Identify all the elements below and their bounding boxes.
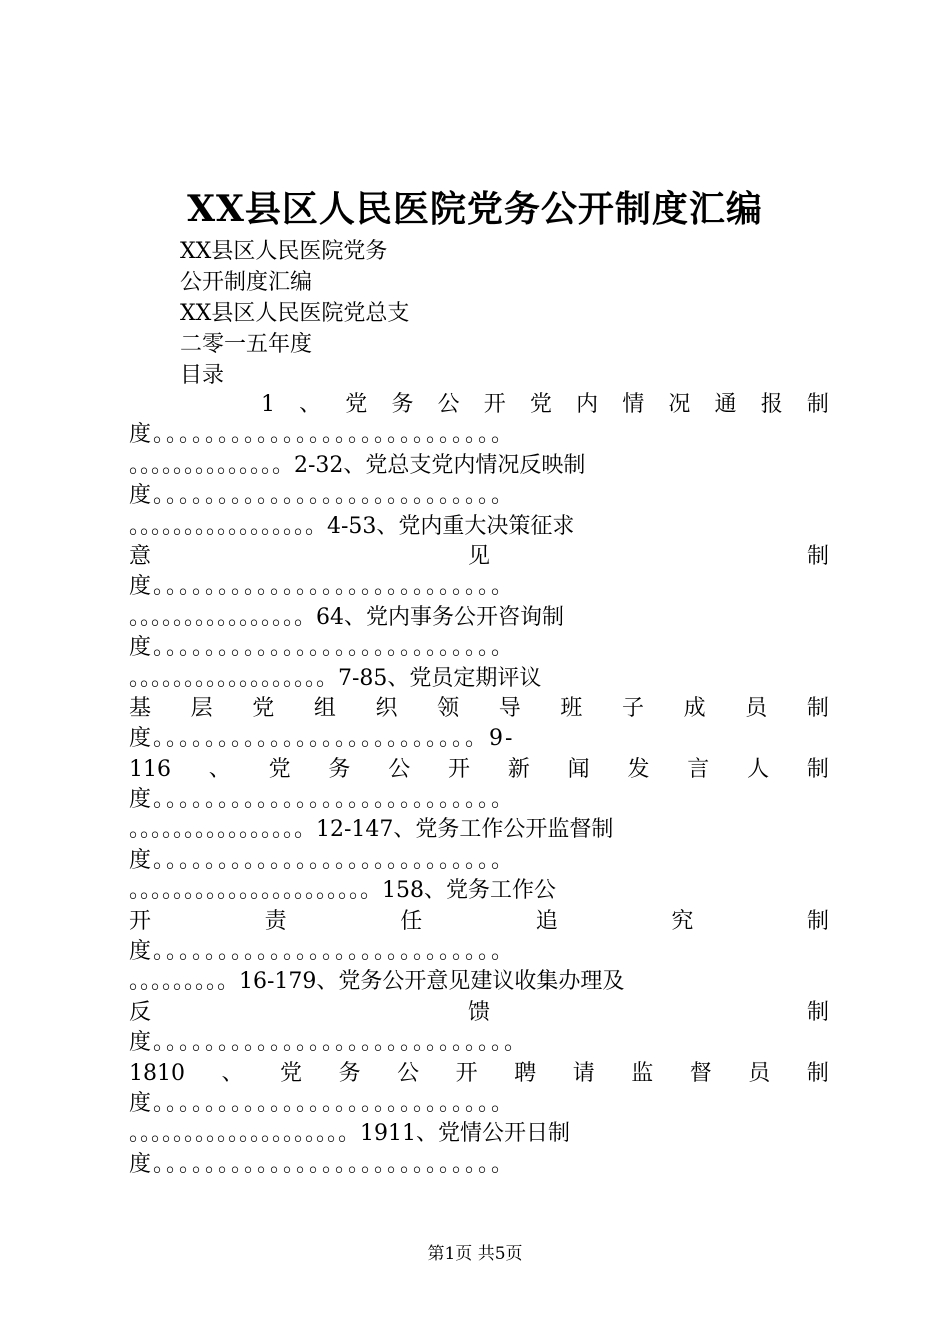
toc-token: 监 bbox=[631, 1060, 654, 1086]
intro-line: 公开制度汇编 bbox=[180, 270, 313, 295]
toc-line bbox=[129, 542, 829, 572]
toc-token: 、 bbox=[208, 756, 231, 782]
toc-line: 度。。。。。。。。。。。。。。。。。。。。。。。。。。。 bbox=[129, 574, 516, 600]
toc-token: 新 bbox=[507, 756, 530, 782]
intro-line: 二零一五年度 bbox=[180, 332, 313, 357]
toc-token: 制 bbox=[806, 392, 829, 417]
toc-token: 公 bbox=[388, 756, 411, 782]
page-footer: 第1页 共5页 bbox=[427, 1244, 523, 1264]
toc-token: 发 bbox=[627, 756, 650, 782]
toc-token: 116 bbox=[129, 756, 171, 782]
toc-line: 度。。。。。。。。。。。。。。。。。。。。。。。。。。。 bbox=[129, 847, 516, 873]
toc-line: 度。。。。。。。。。。。。。。。。。。。。。。。。。。。 bbox=[129, 1090, 516, 1116]
toc-token: 通 bbox=[714, 392, 737, 417]
toc-token: 追 bbox=[535, 908, 558, 934]
toc-line bbox=[129, 390, 829, 420]
toc-token: 制 bbox=[806, 695, 829, 721]
toc-token: 务 bbox=[328, 756, 351, 782]
toc-token: 究 bbox=[671, 908, 694, 934]
toc-line: 度。。。。。。。。。。。。。。。。。。。。。。。。。。。 bbox=[129, 1151, 516, 1177]
toc-token: 制 bbox=[806, 908, 829, 934]
toc-line: 。。。。。。。。。。。。。。。。64、党内事务公开咨询制 bbox=[129, 604, 564, 630]
toc-token: 党 bbox=[345, 392, 368, 417]
toc-token: 反 bbox=[129, 999, 152, 1025]
table-of-contents bbox=[129, 390, 829, 1180]
toc-token: 内 bbox=[576, 392, 599, 417]
toc-token: 党 bbox=[529, 392, 552, 417]
toc-line: 度。。。。。。。。。。。。。。。。。。。。。。。。。。。 bbox=[129, 422, 516, 448]
toc-line: 。。。。。。。。。16-179、党务公开意见建议收集办理及 bbox=[129, 969, 625, 995]
toc-token: 1810 bbox=[129, 1060, 185, 1086]
toc-token: 层 bbox=[190, 695, 213, 721]
toc-token: 、 bbox=[221, 1060, 244, 1086]
toc-token: 员 bbox=[748, 1060, 771, 1086]
toc-token: 务 bbox=[391, 392, 414, 417]
toc-line bbox=[129, 755, 829, 785]
toc-line: 度。。。。。。。。。。。。。。。。。。。。。。。。。。。。 bbox=[129, 1030, 529, 1056]
toc-token: 党 bbox=[252, 695, 275, 721]
toc-token: 见 bbox=[467, 543, 490, 569]
toc-token: 制 bbox=[806, 756, 829, 782]
toc-token: 情 bbox=[622, 392, 645, 417]
toc-line bbox=[129, 907, 829, 937]
toc-token: 公 bbox=[437, 392, 460, 417]
toc-token: 况 bbox=[668, 392, 691, 417]
toc-token: 开 bbox=[129, 908, 152, 934]
toc-token: 意 bbox=[129, 543, 152, 569]
toc-token: 员 bbox=[745, 695, 768, 721]
toc-line: 。。。。。。。。。。。。。。。。。。。。1911、党情公开日制 bbox=[129, 1121, 570, 1147]
toc-token: 人 bbox=[747, 756, 770, 782]
toc-token: 子 bbox=[622, 695, 645, 721]
toc-token: 言 bbox=[687, 756, 710, 782]
toc-token: 务 bbox=[338, 1060, 361, 1086]
toc-token: 党 bbox=[280, 1060, 303, 1086]
toc-token: 任 bbox=[400, 908, 423, 934]
document-title: XX县区人民医院党务公开制度汇编 bbox=[187, 188, 763, 230]
intro-line: XX县区人民医院党总支 bbox=[180, 301, 410, 326]
toc-token: 请 bbox=[572, 1060, 595, 1086]
toc-line: 。。。。。。。。。。。。。。。。12-147、党务工作公开监督制 bbox=[129, 817, 614, 843]
toc-line: 度。。。。。。。。。。。。。。。。。。。。。。。。。。。 bbox=[129, 635, 516, 661]
toc-line: 。。。。。。。。。。。。。。。。。。。。。。158、党务工作公 bbox=[129, 878, 556, 904]
toc-token: 班 bbox=[560, 695, 583, 721]
toc-token: 领 bbox=[437, 695, 460, 721]
toc-line: 。。。。。。。。。。。。。。。。。。7-85、党员定期评议 bbox=[129, 665, 542, 691]
toc-token: 责 bbox=[264, 908, 287, 934]
toc-line bbox=[129, 694, 829, 724]
toc-line bbox=[129, 998, 829, 1028]
toc-token: 聘 bbox=[514, 1060, 537, 1086]
toc-line bbox=[129, 1059, 829, 1089]
toc-token: 成 bbox=[683, 695, 706, 721]
toc-line: 。。。。。。。。。。。。。。。。。4-53、党内重大决策征求 bbox=[129, 513, 575, 539]
toc-token: 组 bbox=[313, 695, 336, 721]
intro-block bbox=[180, 236, 409, 391]
toc-line: 。。。。。。。。。。。。。。2-32、党总支党内情况反映制 bbox=[129, 452, 586, 478]
toc-token: 制 bbox=[806, 1060, 829, 1086]
toc-line: 度。。。。。。。。。。。。。。。。。。。。。。。。。9- bbox=[129, 726, 515, 752]
toc-line: 度。。。。。。。。。。。。。。。。。。。。。。。。。。。 bbox=[129, 787, 516, 813]
toc-token: 导 bbox=[498, 695, 521, 721]
toc-token: 闻 bbox=[567, 756, 590, 782]
toc-line: 度。。。。。。。。。。。。。。。。。。。。。。。。。。。 bbox=[129, 483, 516, 509]
toc-token: 制 bbox=[806, 543, 829, 569]
toc-token: 党 bbox=[268, 756, 291, 782]
toc-token: 、 bbox=[299, 392, 322, 417]
toc-token: 报 bbox=[760, 392, 783, 417]
toc-token: 开 bbox=[455, 1060, 478, 1086]
toc-token: 织 bbox=[375, 695, 398, 721]
toc-token: 基 bbox=[129, 695, 152, 721]
toc-heading: 目录 bbox=[180, 363, 225, 388]
toc-token: 开 bbox=[483, 392, 506, 417]
toc-token: 制 bbox=[806, 999, 829, 1025]
toc-token: 1 bbox=[261, 392, 275, 417]
intro-line: XX县区人民医院党务 bbox=[180, 239, 388, 264]
toc-token: 公 bbox=[397, 1060, 420, 1086]
toc-line: 度。。。。。。。。。。。。。。。。。。。。。。。。。。。 bbox=[129, 939, 516, 965]
toc-token: 开 bbox=[448, 756, 471, 782]
toc-token: 督 bbox=[689, 1060, 712, 1086]
toc-token: 馈 bbox=[467, 999, 490, 1025]
